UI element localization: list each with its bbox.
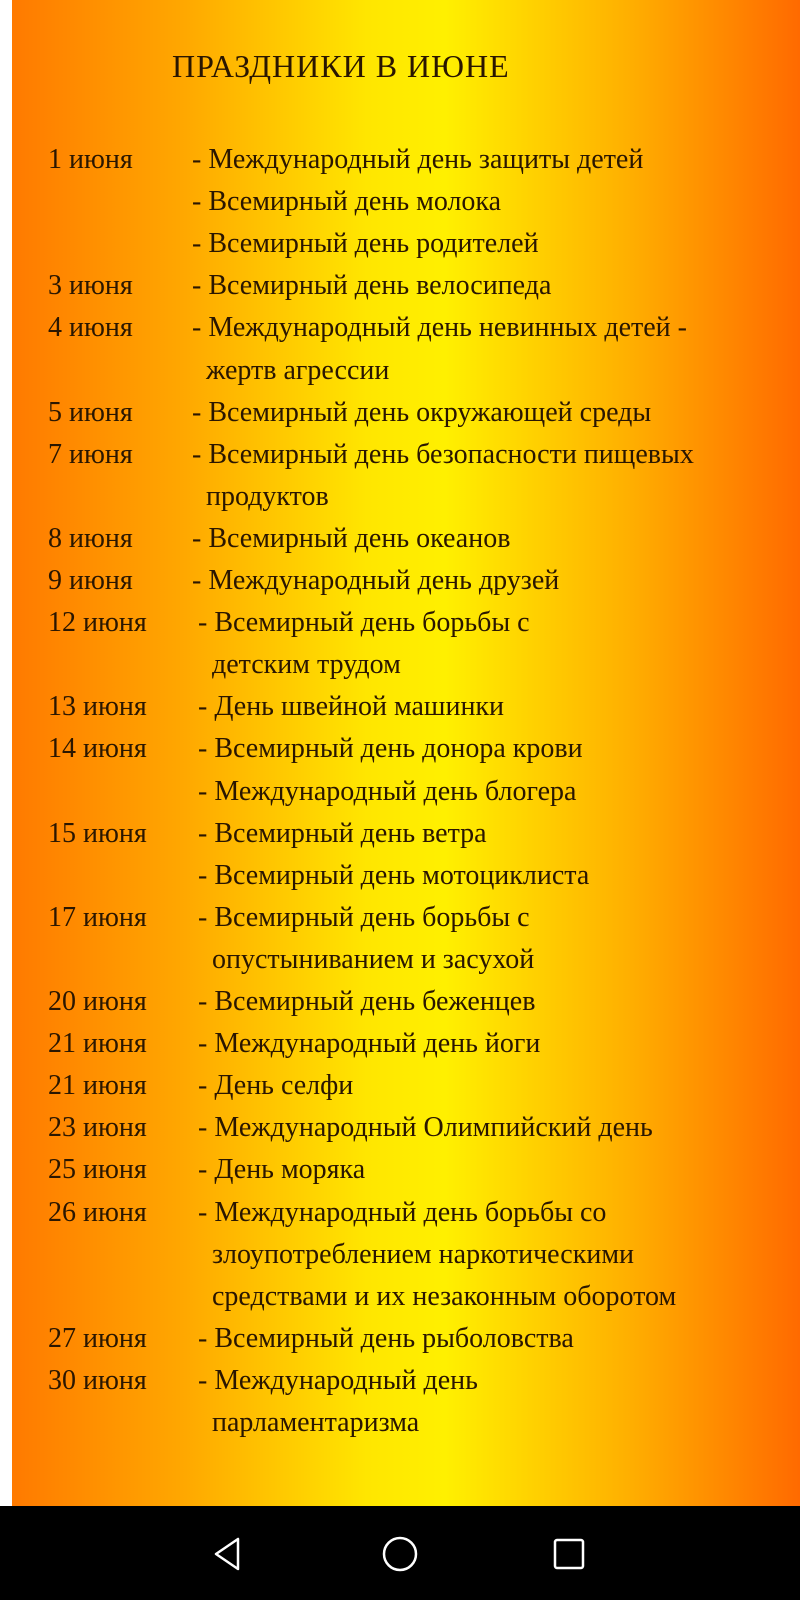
holiday-date: 8 июня bbox=[48, 522, 133, 554]
holiday-date: 5 июня bbox=[48, 396, 133, 428]
holiday-text: - Всемирный день борьбы с bbox=[198, 607, 530, 639]
holiday-text: - Всемирный день рыболовства bbox=[198, 1322, 574, 1354]
recents-button[interactable] bbox=[541, 1526, 597, 1582]
holiday-date: 21 июня bbox=[48, 1028, 147, 1060]
holiday-date: 7 июня bbox=[48, 438, 133, 470]
holiday-date: 13 июня bbox=[48, 691, 147, 723]
holiday-date: 25 июня bbox=[48, 1154, 147, 1186]
holiday-date: 12 июня bbox=[48, 607, 147, 639]
holiday-text: - Всемирный день молока bbox=[192, 186, 502, 218]
holiday-text: - Всемирный день мотоциклиста bbox=[198, 859, 590, 891]
holiday-list bbox=[12, 0, 800, 1506]
holiday-text: злоупотреблением наркотическими bbox=[212, 1238, 635, 1270]
holiday-text: - Международный день bbox=[198, 1364, 478, 1396]
home-circle-icon bbox=[380, 1534, 420, 1574]
holiday-text: - День селфи bbox=[198, 1070, 354, 1102]
back-triangle-icon bbox=[208, 1534, 248, 1574]
holiday-text: - Всемирный день велосипеда bbox=[192, 270, 552, 302]
recents-square-icon bbox=[549, 1534, 589, 1574]
holiday-date: 1 июня bbox=[48, 144, 133, 175]
holiday-date: 26 июня bbox=[48, 1196, 147, 1228]
holiday-text: - Всемирный день беженцев bbox=[198, 986, 536, 1017]
holiday-date: 20 июня bbox=[48, 986, 147, 1017]
holiday-text: - Всемирный день борьбы с bbox=[198, 901, 530, 933]
holiday-text: - Международный день борьбы со bbox=[198, 1196, 607, 1228]
holiday-date: 3 июня bbox=[48, 270, 133, 302]
holiday-text: - Всемирный день безопасности пищевых bbox=[192, 438, 694, 470]
holidays-poster bbox=[12, 0, 800, 1506]
holiday-text: - Всемирный день океанов bbox=[192, 522, 511, 554]
holiday-date: 21 июня bbox=[48, 1070, 147, 1102]
back-button[interactable] bbox=[200, 1526, 256, 1582]
poster-title: ПРАЗДНИКИ В ИЮНЕ bbox=[172, 48, 510, 84]
holiday-date: 30 июня bbox=[48, 1364, 147, 1396]
holiday-date: 14 июня bbox=[48, 733, 147, 765]
navigation-bar bbox=[0, 1506, 800, 1600]
holiday-date: 4 июня bbox=[48, 312, 133, 344]
holiday-date: 23 июня bbox=[48, 1112, 147, 1144]
holiday-text: продуктов bbox=[206, 480, 329, 512]
holiday-text: опустыниванием и засухой bbox=[212, 943, 535, 975]
holiday-text: парламентаризма bbox=[212, 1407, 420, 1438]
holiday-date: 17 июня bbox=[48, 901, 147, 933]
home-button[interactable] bbox=[372, 1526, 428, 1582]
holiday-text: - Всемирный день окружающей среды bbox=[192, 396, 652, 428]
holiday-text: - Международный день друзей bbox=[192, 565, 560, 596]
holiday-text: - День швейной машинки bbox=[198, 691, 505, 723]
holiday-date: 27 июня bbox=[48, 1322, 147, 1354]
holiday-text: - Всемирный день ветра bbox=[198, 817, 487, 849]
holiday-text: - Международный день невинных детей - bbox=[192, 312, 687, 344]
holiday-date: 15 июня bbox=[48, 817, 147, 849]
holiday-text: - Международный день защиты детей bbox=[192, 144, 644, 175]
holiday-text: - День моряка bbox=[198, 1154, 366, 1186]
holiday-text: - Международный день блогера bbox=[198, 775, 577, 807]
holiday-text: - Международный Олимпийский день bbox=[198, 1112, 653, 1144]
holiday-date: 9 июня bbox=[48, 565, 133, 596]
holiday-text: - Всемирный день родителей bbox=[192, 228, 539, 260]
holiday-text: средствами и их незаконным оборотом bbox=[212, 1280, 677, 1312]
holiday-text: жертв агрессии bbox=[206, 354, 390, 386]
holiday-text: - Всемирный день донора крови bbox=[198, 733, 583, 765]
holiday-text: - Международный день йоги bbox=[198, 1028, 541, 1060]
holiday-text: детским трудом bbox=[212, 649, 401, 681]
